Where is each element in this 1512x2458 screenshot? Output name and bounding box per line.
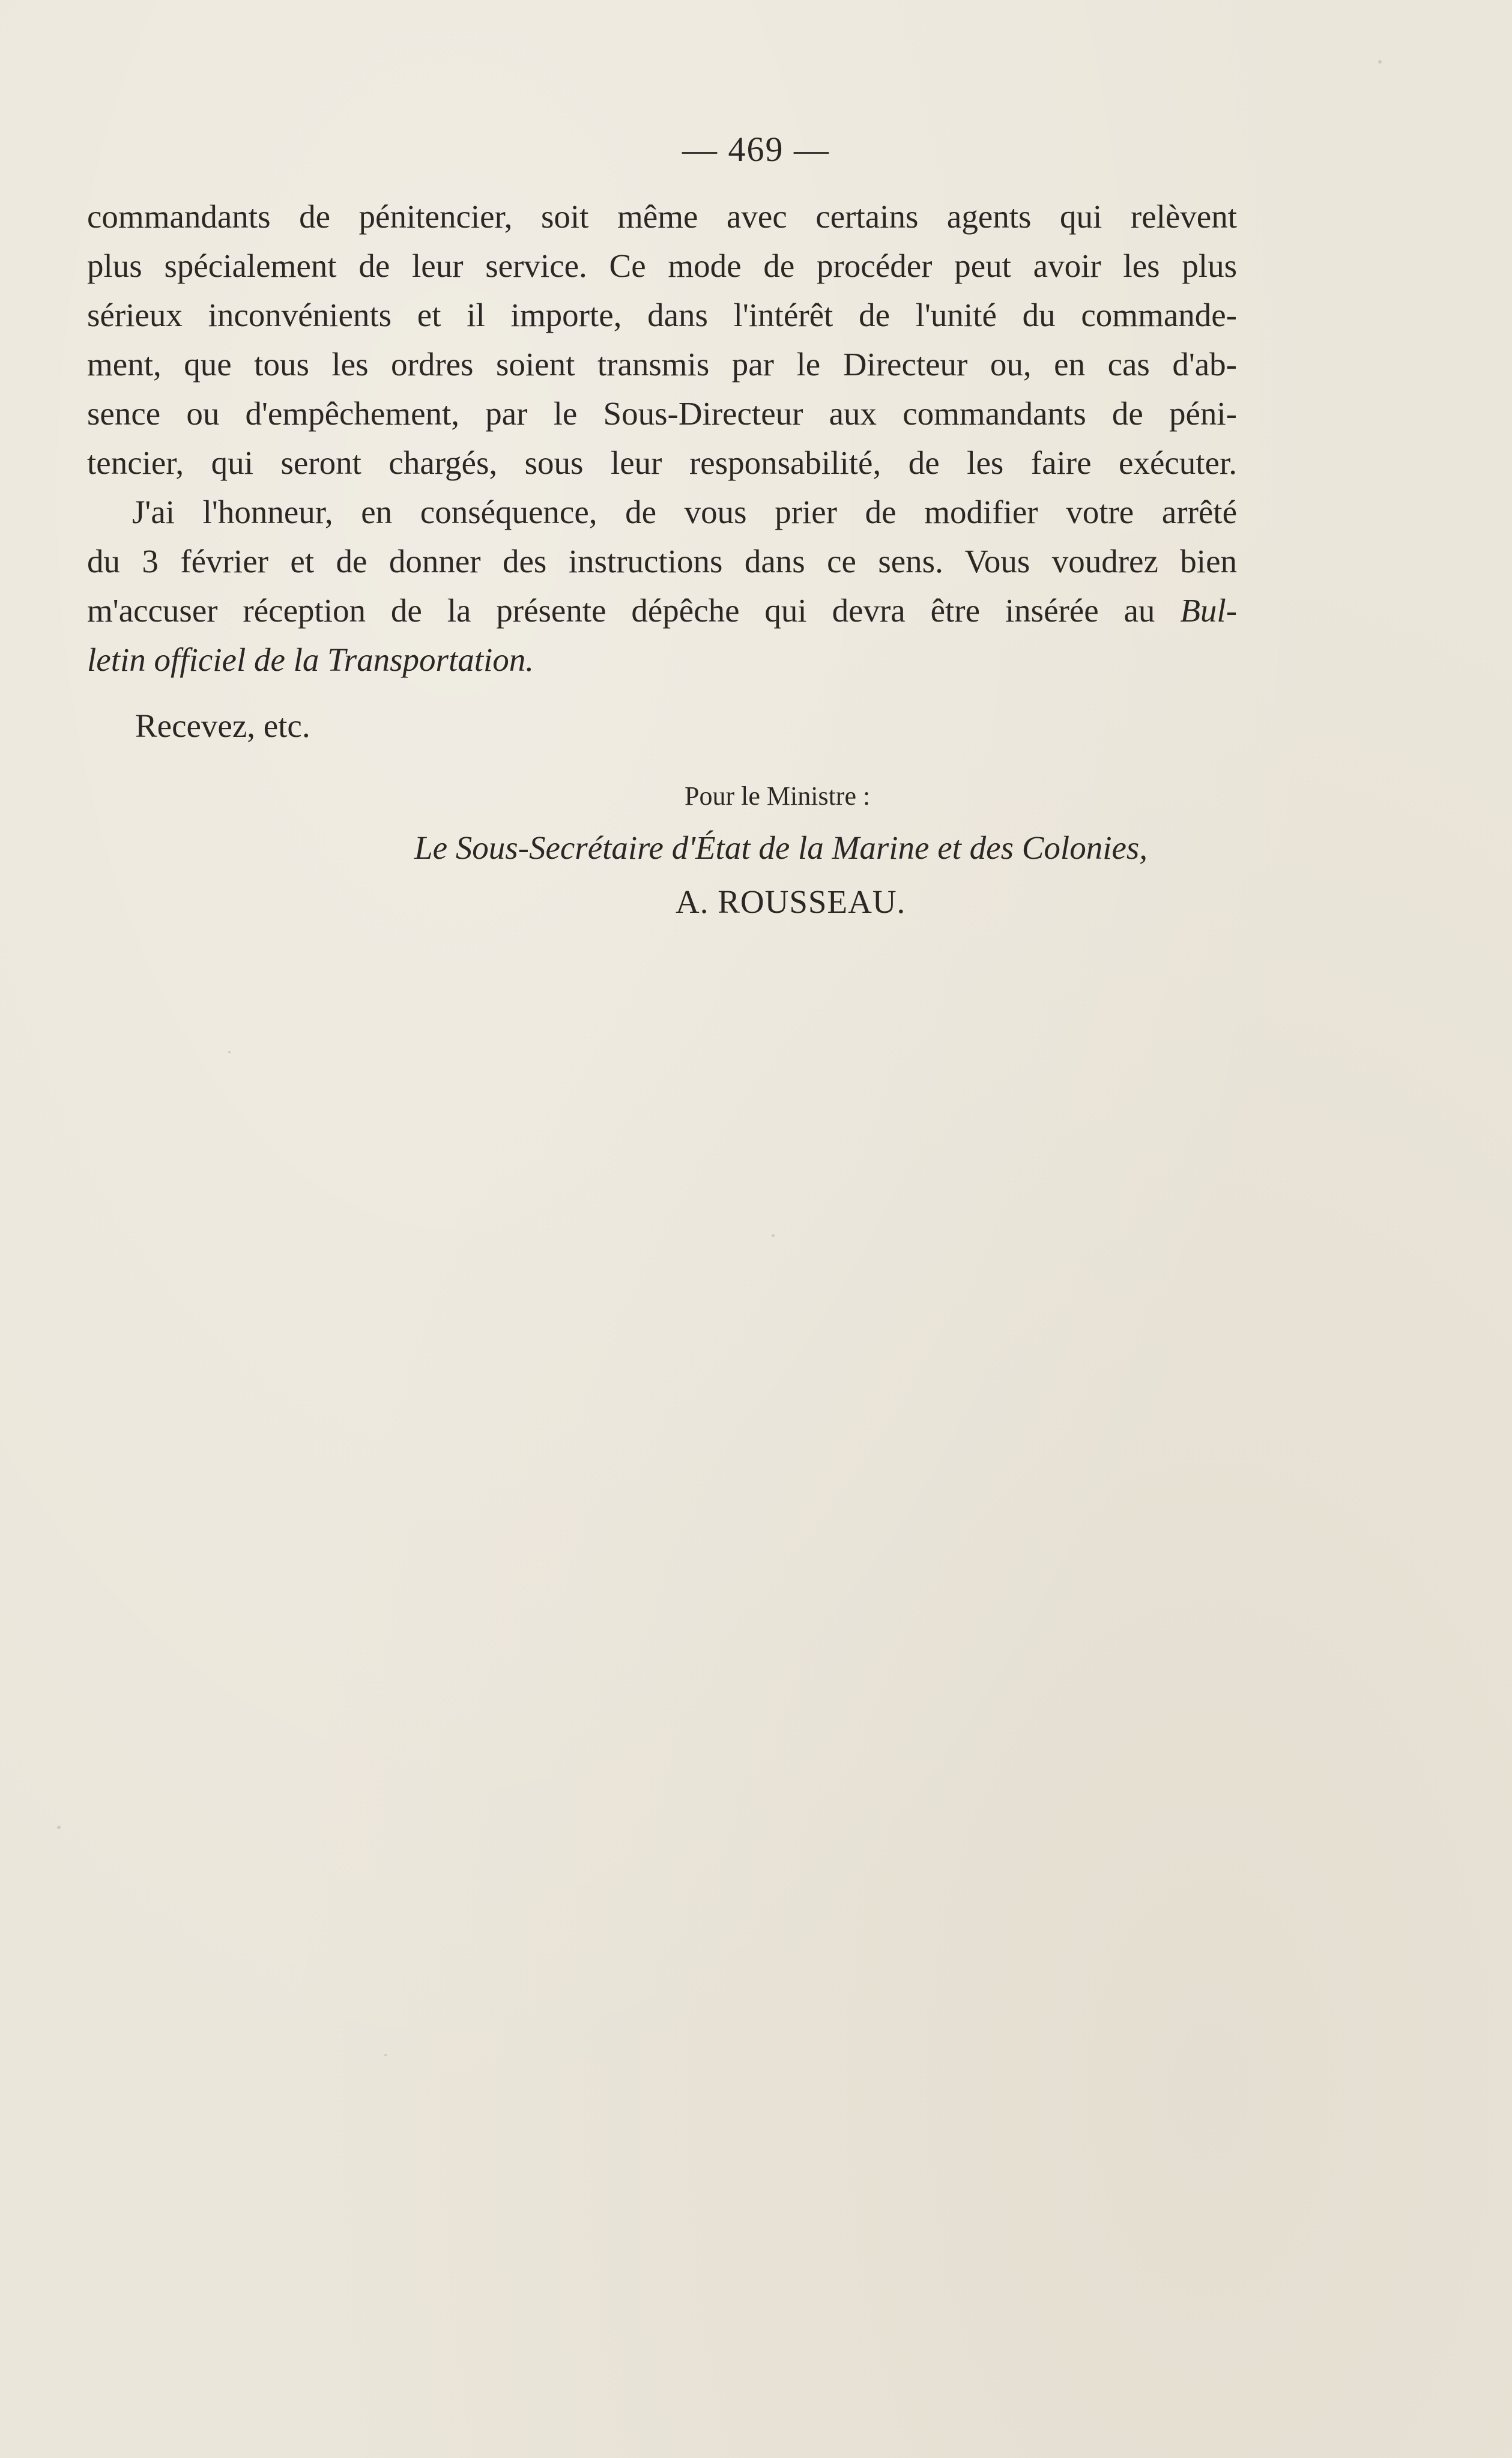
text-line: J'ai l'honneur, en conséquence, de vous prier de modifier votre arrêté (132, 494, 1237, 530)
text-line: sérieux inconvénients et il importe, dans l'intérêt de l'unité du commande- (87, 297, 1237, 333)
paper-speck (384, 2054, 387, 2056)
text-segment: m'accuser réception de la présente dépêche qui devra être insérée au (87, 592, 1155, 629)
signature-pour: Pour le Ministre : (685, 781, 871, 811)
text-line: tencier, qui seront chargés, sous leur responsabilité, de les faire exécuter. (87, 444, 1237, 481)
text-line: plus spécialement de leur service. Ce mode de procéder peut avoir les plus (87, 247, 1237, 284)
text-line: letin officiel de la Transportation. (87, 641, 534, 678)
page-number: — 469 — (682, 130, 830, 169)
paper-speck (57, 1826, 61, 1829)
signature-name: A. ROUSSEAU. (676, 883, 906, 920)
italic-segment: Bul- (1180, 592, 1238, 629)
text-line (87, 586, 1237, 635)
paper-speck (1378, 60, 1382, 64)
text-line: ment, que tous les ordres soient transmis par le Directeur ou, en cas d'ab- (87, 346, 1237, 383)
signature-title: Le Sous-Secrétaire d'État de la Marine et des Colonies, (414, 829, 1148, 866)
paper-speck (228, 1051, 231, 1053)
text-line: sence ou d'empêchement, par le Sous-Directeur aux commandants de péni- (87, 395, 1237, 432)
closing-formula: Recevez, etc. (135, 707, 310, 744)
text-line: commandants de pénitencier, soit même avec certains agents qui relèvent (87, 198, 1237, 235)
text-line: du 3 février et de donner des instructions dans ce sens. Vous voudrez bien (87, 543, 1237, 580)
paper-speck (772, 1234, 775, 1237)
body-text (87, 192, 1237, 685)
